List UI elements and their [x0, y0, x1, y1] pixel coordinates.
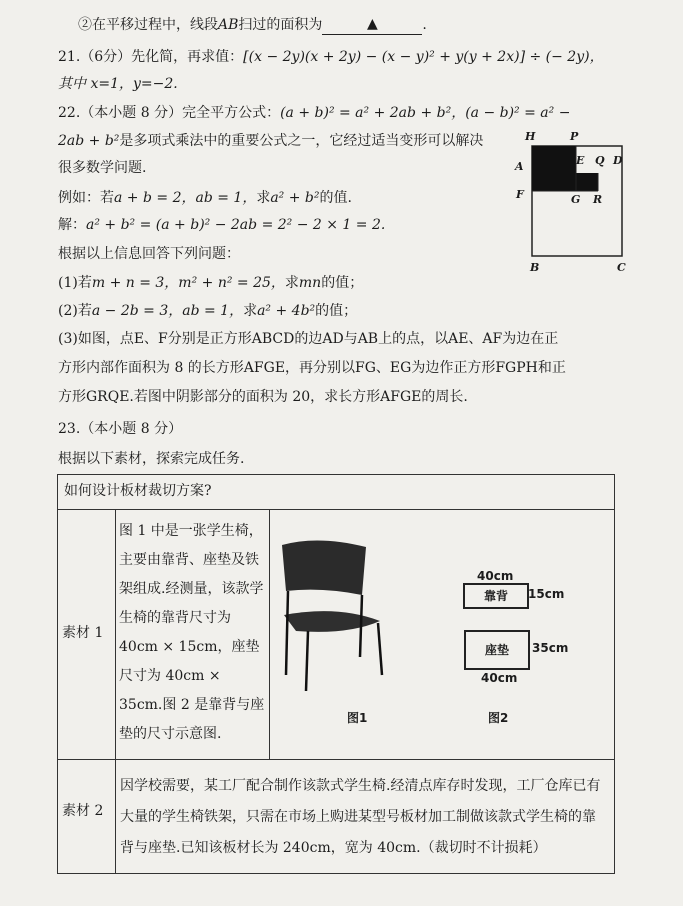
text: 求: [256, 190, 271, 206]
math: a² + 4b²: [257, 303, 316, 319]
q22-line-1: [58, 103, 570, 123]
materials-table: [57, 474, 615, 874]
math: a² + b²: [270, 190, 320, 206]
q22-line-3: [58, 158, 146, 178]
q22-text: 是多项式乘法中的重要公式之一，它经过适当变形可以解决: [119, 133, 484, 149]
material-2-text: 因学校需要，某工厂配合制作该款式学生椅.经清点库存时发现，工厂仓库已有大量的学生椅铁架，只需在市场上购进某型号板材加工制做该款式学生椅的靠背与座垫.已知该板材长为 240cm，宽为 40cm.（裁切时不计损耗）: [120, 778, 601, 856]
text: (1)若: [58, 275, 92, 291]
text: 方形GRQE.若图中阴影部分的面积为 20，求长方形AFGE的周长.: [58, 389, 468, 405]
material-1-label: 素材 1: [62, 625, 104, 641]
q22-part-2: [58, 301, 357, 321]
chair-leg: [306, 631, 308, 691]
q23-instruction: [58, 449, 244, 469]
q22-part-1: [58, 273, 363, 293]
q22-title: 22.（本小题 8 分）完全平方公式：: [58, 105, 281, 121]
seat-rect: [464, 630, 530, 670]
text: 解：: [58, 217, 86, 233]
text: 求: [243, 303, 258, 319]
square-fgph-shaded: [532, 146, 576, 191]
segment-ab: AB: [218, 17, 239, 33]
q21-condition: 其中 x=1，y=−2.: [58, 76, 178, 92]
text: .: [422, 17, 427, 33]
math: a² + b² = (a + b)² − 2ab = 2² − 2 × 1 = 2.: [86, 217, 386, 233]
square-grqe-shaded: [576, 173, 598, 191]
math: a − 2b = 3，ab = 1，: [91, 303, 244, 319]
q21-expression: [(x − 2y)(x + 2y) − (x − y)² + y(y + 2x)] ÷ (− 2y)，: [243, 49, 604, 65]
label-p: P: [570, 130, 579, 143]
backrest-width: 40cm: [477, 569, 514, 583]
text: 扫过的面积为: [238, 17, 323, 33]
figure-1-caption: 图1: [347, 711, 368, 725]
chair-figure: [278, 535, 388, 700]
divider: [58, 509, 614, 510]
q22-formula: (a + b)² = a² + 2ab + b²，(a − b)² = a² −: [280, 105, 571, 121]
math: m + n = 3，m² + n² = 25，: [91, 275, 285, 291]
q22-solution: [58, 215, 385, 235]
answer-blank: [322, 14, 422, 35]
label-h: H: [525, 130, 536, 143]
divider: [58, 759, 614, 760]
text: 例如：若: [58, 190, 114, 206]
label-c: C: [617, 261, 626, 274]
backrest-height: 15cm: [528, 587, 565, 601]
q22-line-2: [58, 131, 483, 151]
chair-leg: [378, 623, 382, 675]
q22-part-3: [58, 329, 558, 349]
text: 根据以上信息回答下列问题：: [58, 246, 240, 262]
label-e: E: [576, 154, 585, 167]
seat-width: 40cm: [481, 671, 518, 685]
label-d: D: [613, 154, 623, 167]
divider: [269, 509, 270, 759]
divider: [115, 509, 116, 873]
q21-values: [58, 74, 178, 94]
backrest-rect: [463, 583, 529, 609]
label-g: G: [571, 193, 581, 206]
text: 求: [284, 275, 299, 291]
figure-2-caption: 图2: [488, 711, 509, 725]
chair-backrest: [282, 540, 366, 595]
material-2-label: 素材 2: [62, 803, 104, 819]
label-r: R: [593, 193, 603, 206]
seat-height: 35cm: [532, 641, 569, 655]
text: 方形内部作面积为 8 的长方形AFGE，再分别以FG、EG为边作正方形FGPH和正: [58, 360, 566, 376]
q20-subpart-line: [78, 14, 427, 35]
chair-leg: [360, 595, 362, 657]
text: (3)如图，点E、F分别是正方形ABCD的边AD与AB上的点，以AE、AF为边在正: [58, 331, 559, 347]
label-f: F: [516, 188, 524, 201]
label-q: Q: [595, 154, 605, 167]
text: 23.（本小题 8 分）: [58, 421, 183, 437]
seat-label: 座垫: [484, 643, 509, 657]
q22-instruction: [58, 244, 240, 264]
math: mn: [298, 275, 322, 291]
text: 根据以下素材，探索完成任务.: [58, 451, 245, 467]
q22-text: 很多数学问题.: [58, 160, 147, 176]
material-1-text: 图 1 中是一张学生椅，主要由靠背、座垫及铁架组成.经测量，该款学生椅的靠背尺寸为 40cm × 15cm，座垫尺寸为 40cm × 35cm.图 2 是靠背与座垫的尺寸示意图.: [119, 523, 265, 742]
text: ②在平移过程中，线段: [78, 17, 218, 33]
text: 的值；: [315, 303, 358, 319]
text: 的值；: [321, 275, 364, 291]
table-header: 如何设计板材裁切方案?: [64, 483, 212, 499]
math: a + b = 2，ab = 1，: [114, 190, 257, 206]
backrest-label: 靠背: [483, 589, 508, 603]
text: (2)若: [58, 303, 92, 319]
label-a: A: [515, 160, 524, 173]
chair-seat: [284, 611, 380, 632]
q22-part-3-cont: [58, 358, 566, 378]
q21-line: [58, 47, 604, 67]
q22-formula-end: 2ab + b²: [58, 133, 120, 149]
q23-title: [58, 419, 182, 439]
q22-example: [58, 188, 352, 208]
q21-title: 21.（6分）先化简，再求值：: [58, 49, 244, 65]
triangle-icon: ▲: [367, 16, 378, 32]
label-b: B: [530, 261, 540, 274]
chair-leg: [286, 591, 288, 675]
text: 的值.: [319, 190, 352, 206]
q22-part-3-end: [58, 387, 468, 407]
